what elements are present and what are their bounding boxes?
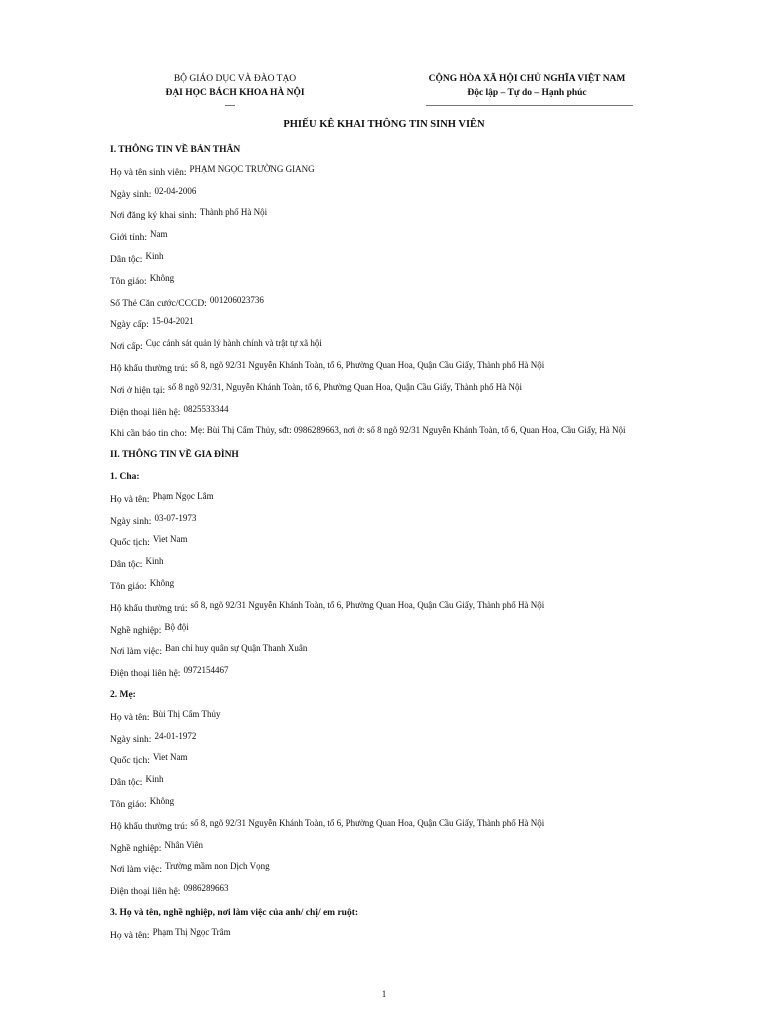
form-field bbox=[110, 556, 164, 571]
field-label: Họ và tên: bbox=[110, 494, 150, 505]
field-value: Không bbox=[149, 578, 175, 588]
field-value: 0972154467 bbox=[183, 665, 229, 676]
field-value: Kinh bbox=[145, 556, 164, 567]
field-label: Ngày sinh: bbox=[110, 189, 152, 200]
form-field bbox=[110, 381, 522, 396]
field-value: số 8, ngõ 92/31 Nguyễn Khánh Toàn, tổ 6, Phường Quan Hoa, Quận Cầu Giấy, Thành phố Hà Nội bbox=[190, 817, 545, 828]
field-value: PHẠM NGỌC TRƯỜNG GIANG bbox=[189, 163, 315, 174]
form-field bbox=[110, 883, 229, 898]
form-field bbox=[110, 534, 188, 549]
field-value: Thành phố Hà Nội bbox=[199, 207, 268, 218]
form-field bbox=[110, 338, 322, 353]
field-value: số 8 ngõ 92/31, Nguyễn Khánh Toàn, tổ 6, Phường Quan Hoa, Quận Cầu Giấy, Thành phố Hà Nội bbox=[168, 381, 522, 392]
header-divider-right bbox=[426, 105, 633, 106]
form-field bbox=[110, 861, 270, 876]
field-label: Nơi ở hiện tại: bbox=[110, 385, 166, 396]
field-label: Nơi làm việc: bbox=[110, 865, 162, 876]
field-value: 0986289663 bbox=[183, 883, 229, 894]
form-field bbox=[110, 599, 545, 614]
field-value: Phạm Ngọc Lâm bbox=[152, 490, 214, 501]
field-label: Nơi làm việc: bbox=[110, 647, 162, 658]
field-value: Nhân Viên bbox=[164, 839, 203, 850]
form-field bbox=[110, 185, 197, 200]
form-field bbox=[110, 163, 315, 178]
field-value: Phạm Thị Ngọc Trâm bbox=[152, 926, 231, 937]
field-value: 15-04-2021 bbox=[151, 316, 194, 327]
form-field bbox=[110, 229, 168, 244]
field-value: Nam bbox=[149, 229, 168, 240]
field-value: Kinh bbox=[145, 251, 164, 261]
field-label: Họ và tên sinh viên: bbox=[110, 167, 187, 178]
form-field bbox=[110, 752, 188, 767]
form-field bbox=[110, 272, 175, 287]
form-field bbox=[110, 578, 175, 592]
form-field bbox=[110, 621, 189, 636]
field-value: số 8, ngõ 92/31 Nguyễn Khánh Toàn, tổ 6, Phường Quan Hoa, Quận Cầu Giấy, Thành phố Hà Nội bbox=[190, 360, 545, 370]
field-label: Tôn giáo: bbox=[110, 582, 147, 592]
field-label: Nghề nghiệp: bbox=[110, 625, 162, 636]
field-label: Ngày sinh: bbox=[110, 516, 152, 527]
form-field bbox=[110, 490, 214, 505]
field-label: Điện thoại liên hệ: bbox=[110, 669, 181, 680]
form-field bbox=[110, 839, 203, 854]
form-field bbox=[110, 294, 264, 309]
field-value: Bùi Thị Cẩm Thủy bbox=[152, 708, 221, 719]
field-label: Họ và tên: bbox=[110, 930, 150, 941]
form-field bbox=[110, 425, 626, 440]
field-label: Nơi đăng ký khai sinh: bbox=[110, 211, 197, 222]
field-label: Số Thẻ Căn cước/CCCD: bbox=[110, 298, 207, 309]
national-motto: Độc lập – Tự do – Hạnh phúc bbox=[467, 88, 587, 98]
field-label: Hộ khẩu thường trú: bbox=[110, 821, 188, 832]
field-label: Dân tộc: bbox=[110, 255, 143, 265]
document-title: PHIẾU KÊ KHAI THÔNG TIN SINH VIÊN bbox=[283, 119, 485, 130]
field-value: 03-07-1973 bbox=[154, 512, 197, 523]
field-value: số 8, ngõ 92/31 Nguyễn Khánh Toàn, tổ 6, Phường Quan Hoa, Quận Cầu Giấy, Thành phố Hà Nội bbox=[190, 599, 545, 610]
field-label: Quốc tịch: bbox=[110, 756, 150, 767]
field-value: Kinh bbox=[145, 774, 164, 785]
field-value: Trường mầm non Dịch Vọng bbox=[164, 861, 270, 872]
form-field bbox=[110, 512, 197, 527]
subsection-heading-mother: 2. Mẹ: bbox=[110, 690, 136, 700]
field-value: Viet Nam bbox=[152, 752, 188, 763]
field-value: 02-04-2006 bbox=[154, 185, 197, 196]
field-label: Hộ khẩu thường trú: bbox=[110, 364, 188, 374]
field-label: Điện thoại liên hệ: bbox=[110, 407, 181, 418]
ministry-name: BỘ GIÁO DỤC VÀ ĐÀO TẠO bbox=[173, 74, 297, 84]
field-value: Bộ đội bbox=[164, 621, 189, 632]
section-heading-family: II. THÔNG TIN VỀ GIA ĐÌNH bbox=[110, 450, 239, 461]
form-field bbox=[110, 796, 175, 810]
form-field bbox=[110, 403, 229, 418]
field-label: Giới tính: bbox=[110, 233, 147, 244]
form-field bbox=[110, 708, 221, 723]
form-field bbox=[110, 316, 194, 331]
subsection-heading-father: 1. Cha: bbox=[110, 472, 140, 482]
field-label: Tôn giáo: bbox=[110, 276, 147, 287]
field-label: Dân tộc: bbox=[110, 560, 143, 571]
field-label: Hộ khẩu thường trú: bbox=[110, 603, 188, 614]
field-label: Họ và tên: bbox=[110, 712, 150, 723]
field-value: Viet Nam bbox=[152, 534, 188, 545]
field-label: Dân tộc: bbox=[110, 778, 143, 789]
form-field bbox=[110, 774, 164, 789]
field-label: Nơi cấp: bbox=[110, 342, 143, 353]
field-value: Không bbox=[149, 796, 175, 806]
field-label: Ngày cấp: bbox=[110, 320, 149, 331]
form-field bbox=[110, 360, 545, 374]
field-value: Ban chỉ huy quân sự Quận Thanh Xuân bbox=[164, 643, 308, 654]
field-label: Nghề nghiệp: bbox=[110, 843, 162, 854]
form-field bbox=[110, 817, 545, 832]
field-value: Mẹ: Bùi Thị Cẩm Thủy, sđt: 0986289663, nơi ở: số 8 ngõ 92/31 Nguyễn Khánh Toàn, tổ 6, Quan Hoa, Cầu Giấy, Hà Nội bbox=[190, 425, 626, 436]
form-field bbox=[110, 251, 164, 265]
form-field bbox=[110, 643, 308, 658]
national-header bbox=[418, 72, 636, 100]
ministry-header bbox=[130, 72, 340, 100]
form-field bbox=[110, 665, 229, 680]
field-value: Cục cảnh sát quản lý hành chính và trật tự xã hội bbox=[145, 338, 322, 349]
field-value: Không bbox=[149, 272, 175, 283]
form-field bbox=[110, 926, 231, 941]
header-divider-left bbox=[225, 105, 235, 106]
field-label: Điện thoại liên hệ: bbox=[110, 887, 181, 898]
field-value: 0825533344 bbox=[183, 403, 229, 414]
national-title: CỘNG HÒA XÃ HỘI CHỦ NGHĨA VIỆT NAM bbox=[428, 74, 626, 84]
field-value: 001206023736 bbox=[209, 294, 264, 305]
field-value: 24-01-1972 bbox=[154, 730, 197, 741]
page-number: 1 bbox=[381, 989, 387, 999]
form-field bbox=[110, 730, 197, 745]
section-heading-personal: I. THÔNG TIN VỀ BẢN THÂN bbox=[110, 145, 241, 155]
field-label: Khi cần báo tin cho: bbox=[110, 429, 188, 440]
subsection-heading-siblings: 3. Họ và tên, nghề nghiệp, nơi làm việc của anh/ chị/ em ruột: bbox=[110, 908, 359, 918]
field-label: Ngày sinh: bbox=[110, 734, 152, 745]
field-label: Quốc tịch: bbox=[110, 538, 150, 549]
field-label: Tôn giáo: bbox=[110, 800, 147, 810]
university-name: ĐẠI HỌC BÁCH KHOA HÀ NỘI bbox=[165, 88, 305, 98]
form-field bbox=[110, 207, 268, 222]
